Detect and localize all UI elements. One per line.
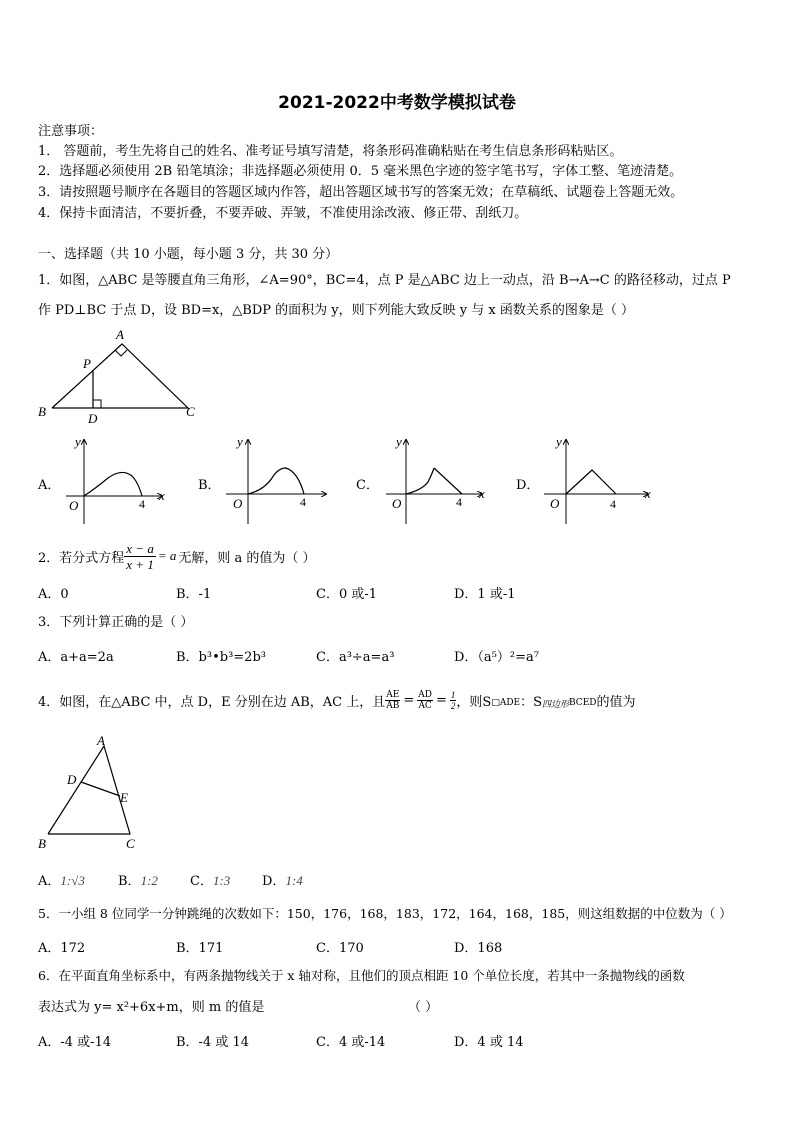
q5-stem: 5．一小组 8 位同学一分钟跳绳的次数如下：150，176，168，183，172，164，168，185，则这组数据的中位数为（ ） — [38, 906, 732, 921]
q4-colon: ：S — [520, 694, 543, 710]
q1a-o: O — [69, 498, 79, 513]
q1a-x: x — [159, 488, 165, 503]
notice-item-4: 4．保持卡面清洁，不要折叠，不要弄破、弄皱，不准使用涂改液、修正带、刮纸刀。 — [38, 206, 528, 221]
q4-option-a-label: A． — [38, 874, 61, 889]
q1a-y: y — [75, 434, 81, 449]
q4-option-b-label: B． — [118, 874, 141, 889]
q4-label-b: B — [38, 836, 46, 851]
q4-option-d[interactable] — [262, 870, 303, 889]
q4-suffix: 的值为 — [596, 694, 636, 710]
notice-heading: 注意事项： — [38, 124, 104, 139]
q2-suffix: 无解，则 a 的值为（ ） — [178, 550, 316, 566]
q1b-y: y — [237, 434, 243, 449]
q1d-x: x — [645, 486, 651, 501]
q2-stem — [38, 538, 316, 574]
q4-label-c: C — [126, 836, 135, 851]
section-heading: 一、选择题（共 10 小题，每小题 3 分，共 30 分） — [38, 247, 339, 262]
q2-eq: = a — [157, 548, 177, 563]
q4-label-e: E — [120, 790, 128, 805]
q1-label-p: P — [83, 356, 91, 371]
q6-option-a[interactable]: A．-4 或-14 — [38, 1035, 112, 1050]
q1-label-c: C — [186, 404, 195, 419]
page-title: 2021-2022中考数学模拟试卷 — [278, 93, 516, 113]
q2-prefix: 2．若分式方程 — [38, 550, 125, 566]
q2-frac-num: x − a — [126, 540, 154, 556]
q3-stem: 3．下列计算正确的是（ ） — [38, 615, 194, 630]
q4-option-b[interactable] — [118, 870, 158, 889]
q1-stem-line2: 作 PD⊥BC 于点 D，设 BD=x，△BDP 的面积为 y，则下列能大致反映 y 与 x 函数关系的图象是（ ） — [38, 303, 634, 318]
q4-f2-num: AD — [418, 689, 432, 700]
q4-sub-bced: BCED — [569, 698, 597, 708]
q4-f1-num: AE — [386, 689, 400, 700]
q5-option-a[interactable]: A．172 — [38, 941, 86, 956]
q1d-y: y — [556, 434, 562, 449]
q4-label-a: A — [97, 733, 105, 748]
q6-stem-line1: 6．在平面直角坐标系中，有两条抛物线关于 x 轴对称，且他们的顶点相距 10 个单位长度，若其中一条抛物线的函数 — [38, 968, 685, 983]
q1-option-c-label[interactable]: C． — [356, 478, 379, 493]
q1c-o: O — [392, 496, 402, 511]
q3-option-b[interactable]: B．b³•b³=2b³ — [176, 650, 266, 665]
q6-option-c[interactable]: C．4 或-14 — [316, 1035, 386, 1050]
q1c-y: y — [396, 434, 402, 449]
q4-f3-den: 2 — [450, 700, 456, 711]
q5-option-b[interactable]: B．171 — [176, 941, 224, 956]
q1-label-a: A — [116, 327, 124, 342]
q1-option-a-label[interactable]: A． — [38, 478, 61, 493]
q4-frac-ad-ac — [417, 690, 433, 711]
q3-option-c[interactable]: C．a³÷a=a³ — [316, 650, 395, 665]
q1-option-d-label[interactable]: D． — [516, 478, 540, 493]
q2-option-d[interactable]: D．1 或-1 — [454, 587, 516, 602]
q3-option-a[interactable]: A．a+a=2a — [38, 650, 114, 665]
notice-item-1: 1． 答题前，考生先将自己的姓名、准考证号填写清楚，将条形码准确粘贴在考生信息条形码粘贴区。 — [38, 144, 623, 159]
q1c-4: 4 — [456, 495, 462, 509]
q2-option-a[interactable]: A．0 — [38, 587, 69, 602]
q2-fraction — [124, 541, 156, 572]
q1-option-b-label[interactable]: B． — [198, 478, 221, 493]
q1a-4: 4 — [139, 497, 145, 511]
q6-paren: （ ） — [408, 1000, 439, 1015]
q5-option-c[interactable]: C．170 — [316, 941, 364, 956]
q4-option-c[interactable] — [190, 870, 230, 889]
q1-option-b-graph[interactable] — [220, 434, 338, 528]
q1-stem-line1: 1．如图，△ABC 是等腰直角三角形，∠A=90°，BC=4，点 P 是△ABC 边上一动点，沿 B→A→C 的路径移动，过点 P — [38, 273, 731, 288]
q4-f2-den: AC — [418, 700, 432, 711]
q2-frac-den: x + 1 — [126, 556, 154, 572]
q1c-x: x — [479, 486, 485, 501]
q1-label-b: B — [38, 404, 46, 419]
q1b-o: O — [233, 496, 243, 511]
q4-option-b-value: 1:2 — [140, 873, 158, 888]
q4-f1-den: AB — [386, 700, 400, 711]
q3-option-d[interactable]: D．（a⁵）²=a⁷ — [454, 650, 539, 665]
q1b-4: 4 — [300, 495, 306, 509]
q4-option-a-value: 1:√3 — [60, 873, 85, 888]
q4-option-d-label: D． — [262, 874, 286, 889]
q6-stem-line2: 表达式为 y= x²+6x+m，则 m 的值是 — [38, 1000, 265, 1015]
q4-sub-quad: 四边形 — [542, 699, 570, 710]
q4-prefix: 4．如图，在△ABC 中，点 D，E 分别在边 AB，AC 上，且 — [38, 694, 386, 710]
q1d-o: O — [550, 496, 560, 511]
q5-option-d[interactable]: D．168 — [454, 941, 503, 956]
q6-option-b[interactable]: B．-4 或 14 — [176, 1035, 250, 1050]
q1-option-c-graph[interactable] — [378, 434, 496, 528]
q4-f3-num: 1 — [450, 689, 456, 700]
q2-option-c[interactable]: C．0 或-1 — [316, 587, 378, 602]
q4-option-c-label: C． — [190, 874, 213, 889]
q4-sub-ade: □ADE — [491, 698, 521, 708]
q4-mid: ，则S — [456, 694, 492, 710]
notice-item-2: 2．选择题必须使用 2B 铅笔填涂；非选择题必须使用 0．5 毫米黑色字迹的签字笔书写，字体工整、笔迹清楚。 — [38, 164, 683, 179]
q1d-4: 4 — [610, 497, 616, 511]
q4-stem: 4．如图，在△ABC 中，点 D，E 分别在边 AB，AC 上，且 $\frac{AE}{AB}$ = $\frac{AD}{AC}$ = $\frac{1}{2}$ ，则S □ADE ：S 四边形 BCED 的值为 — [38, 689, 636, 711]
q4-option-d-value: 1:4 — [285, 873, 303, 888]
q4-frac-ae-ab — [385, 690, 400, 711]
q2-option-b[interactable]: B．-1 — [176, 587, 212, 602]
q4-option-c-value: 1:3 — [212, 873, 231, 888]
q1-triangle-figure — [36, 326, 206, 426]
q6-option-d[interactable]: D．4 或 14 — [454, 1035, 524, 1050]
q1-option-a-graph[interactable] — [58, 434, 176, 528]
notice-item-3: 3．请按照题号顺序在各题目的答题区域内作答，超出答题区域书写的答案无效；在草稿纸、试题卷上答题无效。 — [38, 185, 684, 200]
q4-triangle-figure — [34, 730, 144, 856]
q4-option-a[interactable] — [38, 870, 85, 889]
q1-label-d: D — [88, 411, 98, 426]
q1-option-d-graph[interactable] — [540, 434, 658, 528]
q4-label-d: D — [67, 772, 77, 787]
